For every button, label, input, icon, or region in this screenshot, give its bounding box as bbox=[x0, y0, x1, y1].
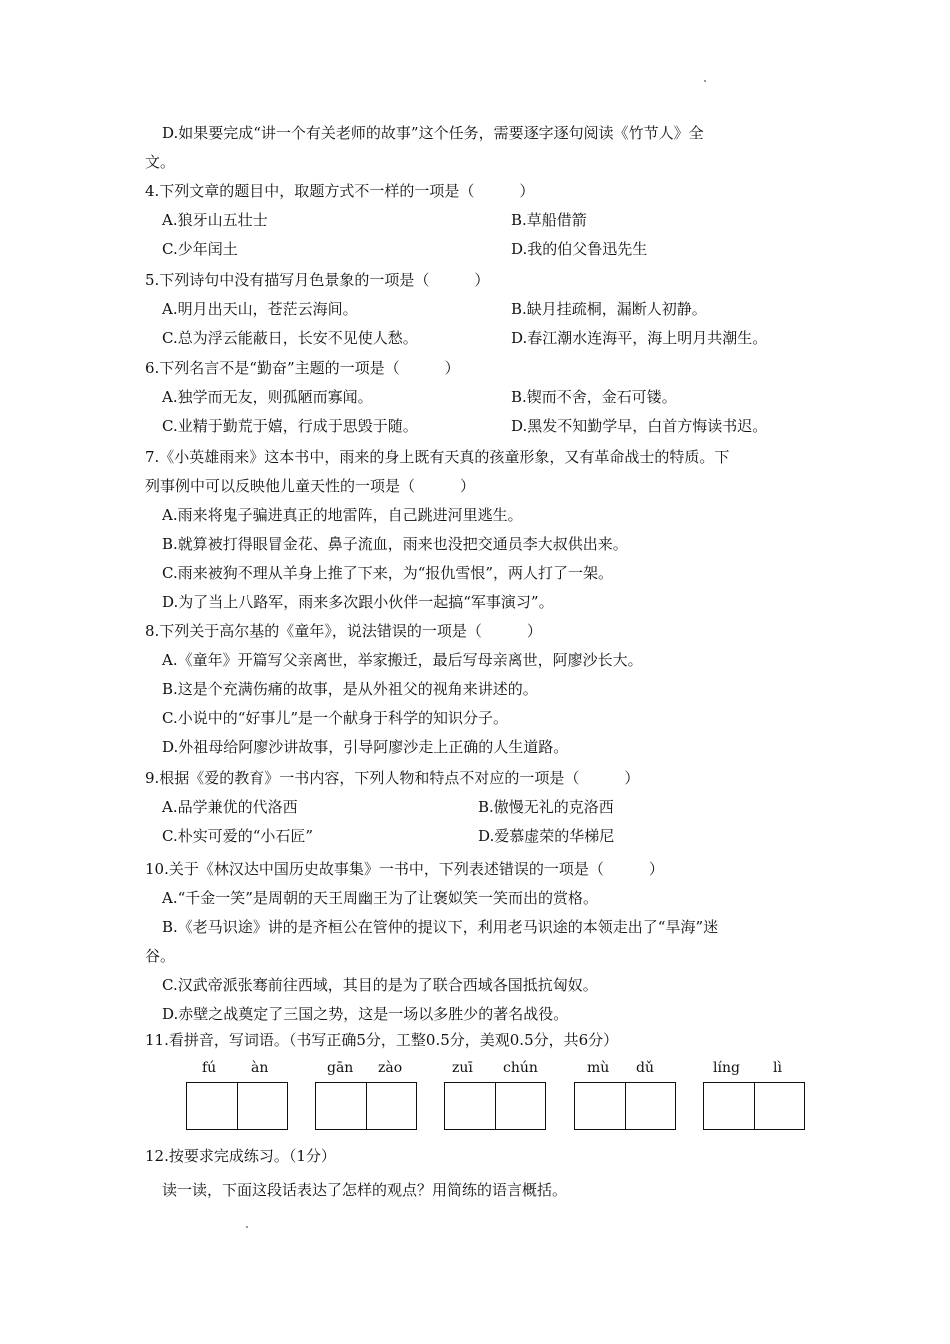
q9-option-d: D.爱慕虚荣的华梯尼 bbox=[478, 827, 615, 845]
writing-cell[interactable] bbox=[626, 1083, 676, 1129]
q8-option-b: B.这是个充满伤痛的故事，是从外祖父的视角来讲述的。 bbox=[162, 680, 538, 698]
pinyin-label: chún bbox=[503, 1060, 538, 1076]
q7-option-a: A.雨来将鬼子骗进真正的地雷阵，自己跳进河里逃生。 bbox=[162, 506, 523, 524]
writing-box[interactable] bbox=[574, 1082, 676, 1130]
q9-option-c: C.朴实可爱的“小石匠” bbox=[162, 827, 314, 845]
pinyin-label: fú bbox=[202, 1060, 217, 1076]
q10-option-d: D.赤壁之战奠定了三国之势，这是一场以多胜少的著名战役。 bbox=[162, 1005, 569, 1023]
q7-option-d: D.为了当上八路军，雨来多次跟小伙伴一起搞“军事演习”。 bbox=[162, 593, 554, 611]
pinyin-label: líng bbox=[713, 1060, 740, 1076]
q4-option-a: A.狼牙山五壮士 bbox=[162, 211, 268, 229]
writing-cell[interactable] bbox=[496, 1083, 546, 1129]
q5-option-d: D.春江潮水连海平，海上明月共潮生。 bbox=[511, 329, 768, 347]
q12-prompt: 读一读，下面这段话表达了怎样的观点？用简练的语言概括。 bbox=[162, 1181, 568, 1199]
q11-stem: 11.看拼音，写词语。（书写正确5分，工整0.5分，美观0.5分，共6分） bbox=[145, 1031, 619, 1049]
q8-option-d: D.外祖母给阿廖沙讲故事，引导阿廖沙走上正确的人生道路。 bbox=[162, 738, 569, 756]
q10-option-a: A.“千金一笑”是周朝的天王周幽王为了让褒姒笑一笑而出的赏格。 bbox=[162, 889, 598, 907]
q12-stem: 12.按要求完成练习。（1分） bbox=[145, 1147, 336, 1165]
q10-option-c: C.汉武帝派张骞前往西域，其目的是为了联合西域各国抵抗匈奴。 bbox=[162, 976, 598, 994]
q5-option-c: C.总为浮云能蔽日，长安不见使人愁。 bbox=[162, 329, 418, 347]
q6-option-a: A.独学而无友，则孤陋而寡闻。 bbox=[162, 388, 373, 406]
pinyin-label: zuī bbox=[452, 1060, 473, 1076]
q3-option-d-line1: D.如果要完成“讲一个有关老师的故事”这个任务，需要逐字逐句阅读《竹节人》全 bbox=[162, 124, 704, 142]
q8-option-a: A.《童年》开篇写父亲离世，举家搬迁，最后写母亲离世，阿廖沙长大。 bbox=[162, 651, 643, 669]
q9-option-a: A.品学兼优的代洛西 bbox=[162, 798, 298, 816]
writing-cell[interactable] bbox=[575, 1083, 626, 1129]
pinyin-label: lì bbox=[773, 1060, 782, 1076]
q8-option-c: C.小说中的“好事儿”是一个献身于科学的知识分子。 bbox=[162, 709, 509, 727]
q4-option-c: C.少年闰土 bbox=[162, 240, 238, 258]
q9-stem: 9.根据《爱的教育》一书内容，下列人物和特点不对应的一项是（ ） bbox=[145, 769, 640, 787]
writing-cell[interactable] bbox=[187, 1083, 238, 1129]
q5-stem: 5.下列诗句中没有描写月色景象的一项是（ ） bbox=[145, 271, 490, 289]
q10-option-b-line2: 谷。 bbox=[145, 947, 176, 965]
writing-cell[interactable] bbox=[367, 1083, 417, 1129]
scan-dot bbox=[704, 80, 706, 82]
pinyin-label: dǔ bbox=[636, 1060, 654, 1076]
q5-option-a: A.明月出天山，苍茫云海间。 bbox=[162, 300, 358, 318]
writing-box[interactable] bbox=[186, 1082, 288, 1130]
q3-option-d-line2: 文。 bbox=[145, 153, 176, 171]
writing-cell[interactable] bbox=[704, 1083, 755, 1129]
writing-cell[interactable] bbox=[755, 1083, 805, 1129]
writing-cell[interactable] bbox=[316, 1083, 367, 1129]
q4-option-d: D.我的伯父鲁迅先生 bbox=[511, 240, 648, 258]
pinyin-label: gān bbox=[327, 1060, 354, 1076]
q4-stem: 4.下列文章的题目中，取题方式不一样的一项是（ ） bbox=[145, 182, 535, 200]
q7-option-c: C.雨来被狗不理从羊身上推了下来，为“报仇雪恨”，两人打了一架。 bbox=[162, 564, 614, 582]
q9-option-b: B.傲慢无礼的克洛西 bbox=[478, 798, 614, 816]
pinyin-label: mù bbox=[587, 1060, 610, 1076]
q10-stem: 10.关于《林汉达中国历史故事集》一书中，下列表述错误的一项是（ ） bbox=[145, 860, 664, 878]
q8-stem: 8.下列关于高尔基的《童年》，说法错误的一项是（ ） bbox=[145, 622, 542, 640]
q6-option-d: D.黑发不知勤学早，白首方悔读书迟。 bbox=[511, 417, 768, 435]
pinyin-label: àn bbox=[251, 1060, 269, 1076]
q7-stem-line1: 7.《小英雄雨来》这本书中，雨来的身上既有天真的孩童形象，又有革命战士的特质。下 bbox=[145, 448, 730, 466]
q5-option-b: B.缺月挂疏桐，漏断人初静。 bbox=[511, 300, 707, 318]
q7-option-b: B.就算被打得眼冒金花、鼻子流血，雨来也没把交通员李大叔供出来。 bbox=[162, 535, 628, 553]
q7-stem-line2: 列事例中可以反映他儿童天性的一项是（ ） bbox=[145, 477, 476, 495]
writing-box[interactable] bbox=[315, 1082, 417, 1130]
writing-cell[interactable] bbox=[445, 1083, 496, 1129]
pinyin-label: zào bbox=[378, 1060, 403, 1076]
scan-dot bbox=[246, 1226, 248, 1228]
writing-box[interactable] bbox=[703, 1082, 805, 1130]
q10-option-b-line1: B.《老马识途》讲的是齐桓公在管仲的提议下，利用老马识途的本领走出了“旱海”迷 bbox=[162, 918, 719, 936]
q4-option-b: B.草船借箭 bbox=[511, 211, 587, 229]
writing-box[interactable] bbox=[444, 1082, 546, 1130]
q6-option-c: C.业精于勤荒于嬉，行成于思毁于随。 bbox=[162, 417, 418, 435]
q6-option-b: B.锲而不舍，金石可镂。 bbox=[511, 388, 677, 406]
writing-cell[interactable] bbox=[238, 1083, 288, 1129]
q6-stem: 6.下列名言不是“勤奋”主题的一项是（ ） bbox=[145, 359, 460, 377]
